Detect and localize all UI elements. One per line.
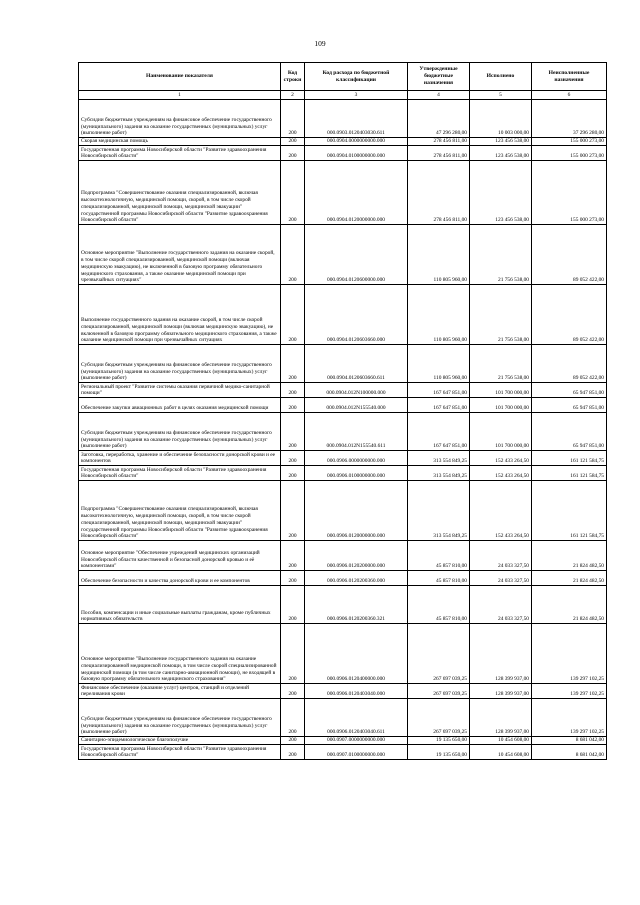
row-name: Государственная программа Новосибирской области "Развитие здравоохранения Новосибирской области" — [79, 745, 281, 760]
row-executed: 10 003 000,00 — [470, 100, 532, 138]
row-executed: 24 033 327,50 — [470, 541, 532, 571]
row-approved: 45 857 810,00 — [408, 571, 470, 586]
table-row — [79, 146, 607, 161]
row-executed: 101 700 000,00 — [470, 413, 532, 451]
column-number: 4 — [408, 91, 470, 100]
row-approved: 45 857 810,00 — [408, 541, 470, 571]
row-executed: 128 399 937,00 — [470, 624, 532, 684]
row-unexecuted: 155 000 273,00 — [532, 138, 607, 146]
column-number: 6 — [532, 91, 607, 100]
table-row — [79, 737, 607, 745]
row-classifier-code: 000.0904.0120603660.611 — [305, 345, 408, 383]
row-classifier-code: 000.0904.0000000000.000 — [305, 138, 408, 146]
column-number: 1 — [79, 91, 281, 100]
column-number: 3 — [305, 91, 408, 100]
row-executed: 128 399 937,00 — [470, 699, 532, 737]
row-executed: 21 756 538,00 — [470, 345, 532, 383]
row-unexecuted: 21 824 482,50 — [532, 571, 607, 586]
row-unexecuted: 139 297 102,25 — [532, 624, 607, 684]
row-approved: 167 647 851,00 — [408, 413, 470, 451]
column-number: 5 — [470, 91, 532, 100]
row-approved: 110 805 960,00 — [408, 285, 470, 345]
row-executed: 24 033 327,50 — [470, 571, 532, 586]
row-classifier-code: 000.0904.0120000000.000 — [305, 161, 408, 225]
row-name: Скорая медицинская помощь — [79, 138, 281, 146]
table-row — [79, 571, 607, 586]
table-row — [79, 398, 607, 413]
table-row — [79, 100, 607, 138]
row-approved: 167 647 851,00 — [408, 383, 470, 398]
header-name: Наименование показателя — [79, 63, 281, 91]
table-row — [79, 745, 607, 760]
row-classifier-code: 000.0903.0120403030.611 — [305, 100, 408, 138]
row-approved: 278 456 811,00 — [408, 138, 470, 146]
row-executed: 101 700 000,00 — [470, 383, 532, 398]
header-line-code: Код строки — [281, 63, 305, 91]
row-unexecuted: 8 681 042,00 — [532, 737, 607, 745]
row-executed: 10 454 608,00 — [470, 745, 532, 760]
row-unexecuted: 65 947 851,00 — [532, 413, 607, 451]
row-classifier-code: 000.0906.0120000000.000 — [305, 481, 408, 541]
row-unexecuted: 89 052 422,00 — [532, 345, 607, 383]
row-line-code: 200 — [281, 413, 305, 451]
row-unexecuted: 21 824 482,50 — [532, 541, 607, 571]
table-row — [79, 699, 607, 737]
table-row — [79, 413, 607, 451]
row-line-code: 200 — [281, 481, 305, 541]
row-classifier-code: 000.0907.0000000000.000 — [305, 737, 408, 745]
row-classifier-code: 000.0904.0120600000.000 — [305, 225, 408, 285]
row-unexecuted: 155 000 273,00 — [532, 161, 607, 225]
row-line-code: 200 — [281, 383, 305, 398]
row-approved: 313 554 849,25 — [408, 466, 470, 481]
row-executed: 152 433 264,50 — [470, 466, 532, 481]
row-classifier-code: 000.0906.0120200360.000 — [305, 571, 408, 586]
row-approved: 167 647 851,00 — [408, 398, 470, 413]
row-classifier-code: 000.0904.012N155540.000 — [305, 398, 408, 413]
column-number: 2 — [281, 91, 305, 100]
row-classifier-code: 000.0906.0120200000.000 — [305, 541, 408, 571]
row-approved: 278 456 811,00 — [408, 146, 470, 161]
row-unexecuted: 89 052 422,00 — [532, 225, 607, 285]
row-approved: 19 135 650,00 — [408, 745, 470, 760]
header-classifier-code: Код расхода по бюджетной классификации — [305, 63, 408, 91]
row-name: Субсидии бюджетным учреждениям на финансовое обеспечение государственного (муниципального) задания на оказание государственных (муниципальных) услуг (выполнение работ) — [79, 345, 281, 383]
row-executed: 123 456 538,00 — [470, 161, 532, 225]
row-approved: 313 554 849,25 — [408, 451, 470, 466]
table-row — [79, 684, 607, 699]
row-line-code: 200 — [281, 451, 305, 466]
row-line-code: 200 — [281, 225, 305, 285]
row-approved: 278 456 811,00 — [408, 161, 470, 225]
row-name: Субсидии бюджетным учреждениям на финансовое обеспечение государственного (муниципального) задания на оказание государственных (муниципальных) услуг (выполнение работ) — [79, 699, 281, 737]
row-line-code: 200 — [281, 398, 305, 413]
row-executed: 123 456 538,00 — [470, 138, 532, 146]
row-unexecuted: 37 296 280,00 — [532, 100, 607, 138]
row-name: Государственная программа Новосибирской области "Развитие здравоохранения Новосибирской области" — [79, 466, 281, 481]
table-row — [79, 481, 607, 541]
row-classifier-code: 000.0906.0120403040.000 — [305, 684, 408, 699]
row-approved: 267 697 039,25 — [408, 684, 470, 699]
row-line-code: 200 — [281, 586, 305, 624]
row-line-code: 200 — [281, 146, 305, 161]
budget-execution-table — [78, 62, 607, 760]
row-unexecuted: 8 681 042,00 — [532, 745, 607, 760]
row-classifier-code: 000.0904.012N100000.000 — [305, 383, 408, 398]
row-classifier-code: 000.0906.0120403040.611 — [305, 699, 408, 737]
table-header-row — [79, 63, 607, 91]
row-approved: 313 554 849,25 — [408, 481, 470, 541]
row-name: Обеспечение закупки авиационных работ в целях оказания медицинской помощи — [79, 398, 281, 413]
row-unexecuted: 155 000 273,00 — [532, 146, 607, 161]
row-unexecuted: 161 121 584,75 — [532, 466, 607, 481]
row-classifier-code: 000.0906.0120200360.321 — [305, 586, 408, 624]
row-name: Обеспечение безопасности и качества донорской крови и ее компонентов — [79, 571, 281, 586]
row-line-code: 200 — [281, 624, 305, 684]
row-line-code: 200 — [281, 541, 305, 571]
row-executed: 152 433 264,50 — [470, 481, 532, 541]
row-line-code: 200 — [281, 699, 305, 737]
row-name: Региональный проект "Развитие системы оказания первичной медико-санитарной помощи" — [79, 383, 281, 398]
row-name: Выполнение государственного задания на оказание скорой, в том числе скорой специализированной, медицинской помощи (включая медицинскую эвакуацию), не включенной в базовую программу обязательного медицинского страхования, а также оказание медицинской помощи при чрезвычайных ситуациях — [79, 285, 281, 345]
row-name: Пособия, компенсации и иные социальные выплаты гражданам, кроме публичных нормативных обязательств — [79, 586, 281, 624]
column-numbers-row — [79, 91, 607, 100]
header-unexecuted: Неисполненные назначения — [532, 63, 607, 91]
table-body — [79, 100, 607, 760]
page-number: 109 — [314, 39, 326, 48]
row-classifier-code: 000.0904.0100000000.000 — [305, 146, 408, 161]
table-row — [79, 161, 607, 225]
row-unexecuted: 21 824 482,50 — [532, 586, 607, 624]
table-row — [79, 345, 607, 383]
row-classifier-code: 000.0904.012N155540.611 — [305, 413, 408, 451]
table-row — [79, 466, 607, 481]
header-approved: Утвержденные бюджетные назначения — [408, 63, 470, 91]
table-row — [79, 451, 607, 466]
row-classifier-code: 000.0906.0120400000.000 — [305, 624, 408, 684]
row-line-code: 200 — [281, 345, 305, 383]
row-unexecuted: 89 052 422,00 — [532, 285, 607, 345]
row-classifier-code: 000.0907.0100000000.000 — [305, 745, 408, 760]
table-row — [79, 624, 607, 684]
row-unexecuted: 161 121 584,75 — [532, 451, 607, 466]
row-unexecuted: 161 121 584,75 — [532, 481, 607, 541]
row-line-code: 200 — [281, 745, 305, 760]
row-name: Субсидии бюджетным учреждениям на финансовое обеспечение государственного (муниципального) задания на оказание государственных (муниципальных) услуг (выполнение работ) — [79, 413, 281, 451]
row-unexecuted: 139 297 102,25 — [532, 699, 607, 737]
row-line-code: 200 — [281, 138, 305, 146]
row-line-code: 200 — [281, 285, 305, 345]
row-approved: 267 697 039,25 — [408, 699, 470, 737]
row-name: Субсидии бюджетным учреждениям на финансовое обеспечение государственного (муниципального) задания на оказание государственных (муниципальных) услуг (выполнение работ) — [79, 100, 281, 138]
row-classifier-code: 000.0906.0100000000.000 — [305, 466, 408, 481]
row-unexecuted: 139 297 102,25 — [532, 684, 607, 699]
table-row — [79, 586, 607, 624]
row-name: Основное мероприятие "Обеспечение учреждений медицинских организаций Новосибирской области качественной и безопасной донорской кровью и её компонентами" — [79, 541, 281, 571]
row-executed: 152 433 264,50 — [470, 451, 532, 466]
header-executed: Исполнено — [470, 63, 532, 91]
row-unexecuted: 65 947 851,00 — [532, 383, 607, 398]
row-classifier-code: 000.0906.0000000000.000 — [305, 451, 408, 466]
row-line-code: 200 — [281, 684, 305, 699]
row-executed: 123 456 538,00 — [470, 146, 532, 161]
table-row — [79, 138, 607, 146]
row-line-code: 200 — [281, 100, 305, 138]
table-row — [79, 383, 607, 398]
row-executed: 21 756 538,00 — [470, 225, 532, 285]
row-name: Заготовка, переработка, хранение и обеспечение безопасности донорской крови и ее компонентов — [79, 451, 281, 466]
row-approved: 47 296 280,00 — [408, 100, 470, 138]
row-name: Основное мероприятие "Выполнение государственного задания на оказание скорой, в том числе скорой специализированной, медицинской помощи (включая медицинскую эвакуацию), не включенной в базовую программу обязательного медицинского страхования, а также оказание медицинской помощи при чрезвычайных ситуациях" — [79, 225, 281, 285]
table-row — [79, 225, 607, 285]
row-executed: 101 700 000,00 — [470, 398, 532, 413]
row-executed: 128 399 937,00 — [470, 684, 532, 699]
row-name: Подпрограмма "Совершенствование оказания специализированной, включая высокотехнологичную, медицинской помощи, скорой, в том числе скорой специализированной, медицинской помощи, медицинской эвакуации" государственной программы Новосибирской области "Развитие здравоохранения Новосибирской области" — [79, 481, 281, 541]
row-unexecuted: 65 947 851,00 — [532, 398, 607, 413]
row-approved: 267 697 039,25 — [408, 624, 470, 684]
row-line-code: 200 — [281, 571, 305, 586]
row-approved: 110 805 960,00 — [408, 345, 470, 383]
row-executed: 24 033 327,50 — [470, 586, 532, 624]
row-name: Подпрограмма "Совершенствование оказания специализированной, включая высокотехнологичную, медицинской помощи, скорой, в том числе скорой специализированной, медицинской помощи, медицинской эвакуации" государственной программы Новосибирской области "Развитие здравоохранения Новосибирской области" — [79, 161, 281, 225]
row-line-code: 200 — [281, 737, 305, 745]
row-name: Государственная программа Новосибирской области "Развитие здравоохранения Новосибирской области" — [79, 146, 281, 161]
table-row — [79, 285, 607, 345]
row-line-code: 200 — [281, 466, 305, 481]
row-approved: 19 135 650,00 — [408, 737, 470, 745]
row-line-code: 200 — [281, 161, 305, 225]
row-executed: 10 454 608,00 — [470, 737, 532, 745]
row-approved: 110 805 960,00 — [408, 225, 470, 285]
row-name: Санитарно-эпидемиологическое благополучие — [79, 737, 281, 745]
row-executed: 21 756 538,00 — [470, 285, 532, 345]
row-approved: 45 857 810,00 — [408, 586, 470, 624]
row-classifier-code: 000.0904.0120603660.000 — [305, 285, 408, 345]
row-name: Основное мероприятие "Выполнение государственного задания на оказание специализированной медицинской помощи, в том числе скорой специализированной медицинской помощи (в том числе санитарно-авиационной помощи), не входящей в базовую программу обязательного медицинского страхования" — [79, 624, 281, 684]
row-name: Финансовое обеспечение (оказание услуг) центров, станций и отделений переливания крови — [79, 684, 281, 699]
table-row — [79, 541, 607, 571]
